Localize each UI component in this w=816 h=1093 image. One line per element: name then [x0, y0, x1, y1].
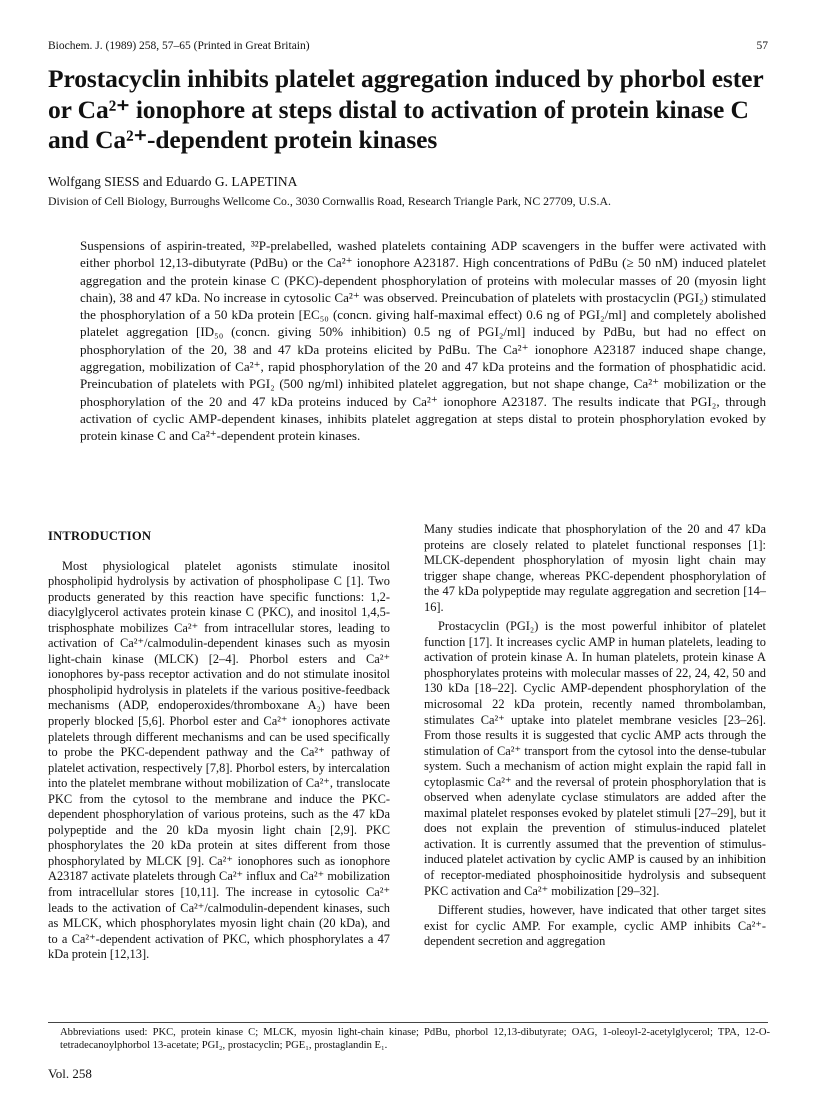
- section-heading-introduction: INTRODUCTION: [48, 529, 152, 543]
- left-column: [48, 522, 390, 967]
- journal-citation: Biochem. J. (1989) 258, 57–65 (Printed in Great Britain): [48, 40, 310, 52]
- introduction-paragraph-2: Many studies indicate that phosphorylation of the 20 and 47 kDa proteins are closely related to platelet functional responses [1]: MLCK-dependent phosphorylation of myosin light chain may trigger shape change, whereas PKC-dependent phosphorylation of the 47 kDa polypeptide may regulate aggregation and secretion [14–16].: [424, 522, 766, 614]
- abstract: Suspensions of aspirin-treated, ³²P-prelabelled, washed platelets containing ADP scavengers in the buffer were activated with either phorbol 12,13-dibutyrate (PdBu) or the Ca²⁺ ionophore A23187. High concentrations of PdBu (≥ 50 nM) induced platelet aggregation and the protein kinase C (PKC)-dependent phosphorylation of proteins with molecular masses of 20 (myosin light chain), 38 and 47 kDa. No increase in cytosolic Ca²⁺ was observed. Preincubation of platelets with prostacyclin (PGI₂) stimulated the phosphorylation of a 50 kDa protein [EC₅₀ (concn. giving half-maximal effect) 0.6 ng of PGI₂/ml] and completely abolished platelet aggregation [ID₅₀ (concn. giving 50% inhibition) 0.5 ng of PGI₂/ml] induced by PdBu, but had no effect on phosphorylation of the 20, 38 and 47 kDa proteins elicited by PdBu. The Ca²⁺ ionophore A23187 induced shape change, aggregation, mobilization of Ca²⁺, rapid phosphorylation of the 20 and 47 kDa proteins and the formation of phosphatidic acid. Preincubation of platelets with PGI₂ (500 ng/ml) inhibited platelet aggregation, but not shape change, Ca²⁺ mobilization or the phosphorylation of the 20 and 47 kDa proteins induced by Ca²⁺ ionophore A23187. The results indicate that PGI₂, through activation of cyclic AMP-dependent kinases, inhibits platelet aggregation at steps distal to protein phosphorylation evoked by protein kinase C and Ca²⁺-dependent protein kinases.: [80, 238, 766, 444]
- abbreviations-footnote: Abbreviations used: PKC, protein kinase C; MLCK, myosin light-chain kinase; PdBu, phorbol 12,13-dibutyrate; OAG, 1-oleoyl-2-acetylglycerol; TPA, 12-O-tetradecanoylphorbol 13-acetate; PGI₂, prostacyclin; PGE₁, prostaglandin E₁.: [60, 1027, 770, 1052]
- introduction-paragraph-4: Different studies, however, have indicated that other target sites exist for cyclic AMP. For example, cyclic AMP inhibits Ca²⁺-dependent secretion and aggregation: [424, 903, 766, 949]
- footnote-divider: [48, 1022, 768, 1023]
- running-header: [48, 40, 768, 52]
- volume-label: Vol. 258: [48, 1066, 92, 1081]
- right-column: [424, 522, 766, 954]
- author-list: Wolfgang SIESS and Eduardo G. LAPETINA: [48, 174, 298, 189]
- page-number: 57: [756, 40, 768, 52]
- article-title: Prostacyclin inhibits platelet aggregation induced by phorbol ester or Ca²⁺ ionophore at steps distal to activation of protein kinase C and Ca²⁺-dependent protein kinases: [48, 64, 764, 154]
- introduction-paragraph-3: Prostacyclin (PGI₂) is the most powerful inhibitor of platelet function [17]. It increases cyclic AMP in human platelets, leading to activation of protein kinase A. In human platelets, protein kinase A phosphorylates proteins with molecular masses of 22, 24, 42, 50 and 130 kDa [18–22]. Cyclic AMP-dependent phosphorylation of the microsomal 22 kDa protein, recently named thrombolamban, stimulates Ca²⁺ uptake into platelet membrane vesicles [23–26]. From those results it is suggested that cyclic AMP acts through the stimulation of Ca²⁺ transport from the cytosol into the dense-tubular system. Such a mechanism of action might explain the rapid fall in cytoplasmic Ca²⁺ and the reversal of protein phosphorylation that is observed when adenylate cyclase stimulators are added after the maximal platelet responses evoked by platelet stimuli [27–29], but it does not explain the prevention of stimulus-induced platelet activation. It is currently assumed that the prevention of stimulus-induced platelet activation by cyclic AMP is caused by an inhibition of receptor-mediated phosphoinositide hydrolysis and subsequent PKC activation and Ca²⁺ mobilization [29–32].: [424, 619, 766, 898]
- introduction-paragraph-1: Most physiological platelet agonists stimulate inositol phospholipid hydrolysis by activation of phospholipase C [1]. Two products generated by this reaction have specific functions: 1,2-diacylglycerol activates protein kinase C (PKC), and inositol 1,4,5-trisphosphate mobilizes Ca²⁺ from intracellular stores, leading to activation of Ca²⁺/calmodulin-dependent kinases such as myosin light-chain kinase (MLCK) [2–4]. Phorbol esters and Ca²⁺ ionophores by-pass receptor activation and do not stimulate inositol phospholipid hydrolysis in platelets if the various positive-feedback mechanisms (ADP, endoperoxides/thromboxane A₂) have been properly blocked [5,6]. Phorbol ester and Ca²⁺ ionophores activate platelets through different mechanisms and can be used specifically to probe the PKC-dependent pathway and the Ca²⁺ pathway of platelet activation, respectively [7,8]. Phorbol esters, by intercalation into the platelet membrane without mobilization of Ca²⁺, translocate PKC from the cytosol to the membrane and induce the PKC-dependent phosphorylation of various proteins, such as the 47 kDa polypeptide and the 20 kDa myosin light chain [2,9]. PKC phosphorylates the 20 kDa protein at sites different from those phosphorylated by MLCK [9]. Ca²⁺ ionophores such as ionophore A23187 activate platelets through Ca²⁺ influx and Ca²⁺ mobilization from intracellular stores [10,11]. The increase in cytosolic Ca²⁺ leads to the activation of Ca²⁺/calmodulin-dependent kinases, such as MLCK, which phosphorylates myosin light chain (20 kDa), and to a Ca²⁺-dependent activation of PKC, which phosphorylates a 47 kDa protein [12,13].: [48, 558, 390, 962]
- author-affiliation: Division of Cell Biology, Burroughs Wellcome Co., 3030 Cornwallis Road, Research Triangle Park, NC 27709, U.S.A.: [48, 194, 611, 208]
